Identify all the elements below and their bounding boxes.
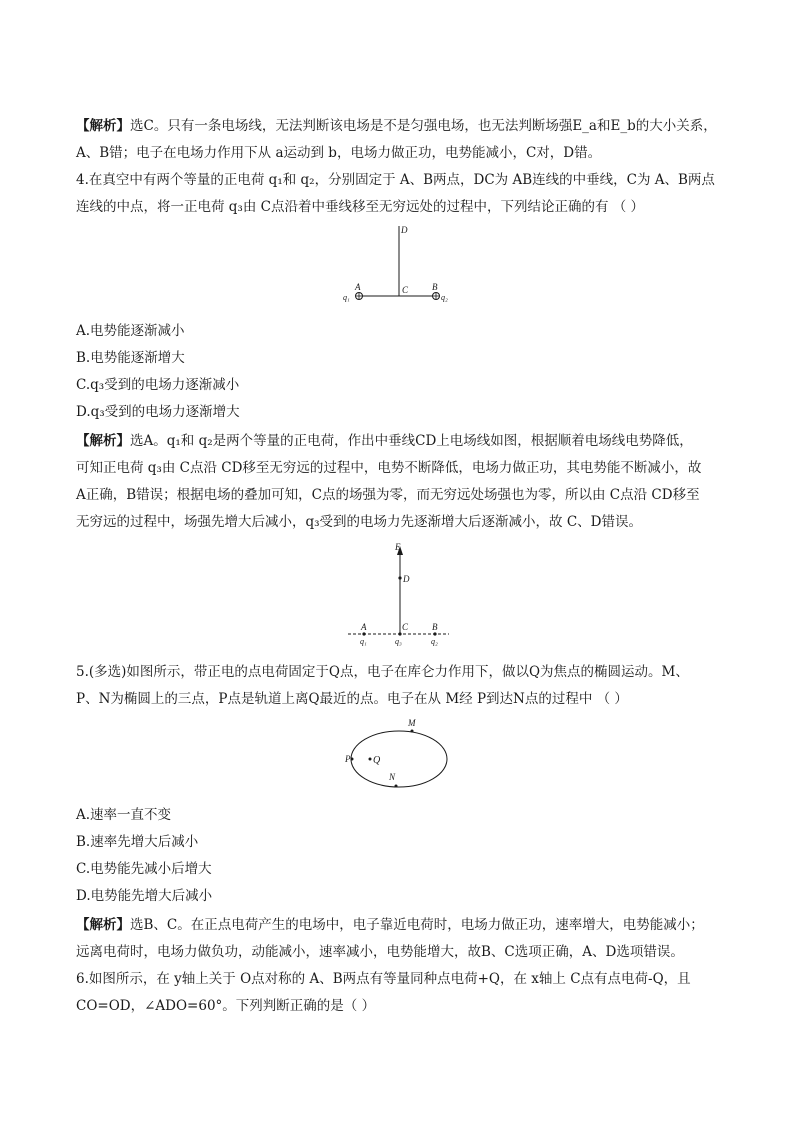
label-n: N (389, 772, 396, 782)
figure-ellipse-orbit (345, 714, 455, 790)
analysis-line-2 (76, 144, 601, 162)
question-6-line-1 (76, 970, 691, 988)
label-a: A (361, 622, 367, 632)
analysis-4-line-1 (76, 432, 693, 450)
line-text: B.电势能逐渐增大 (76, 350, 185, 366)
analysis-tag: 【解析】 (76, 433, 130, 449)
question-4-line-2 (76, 198, 644, 216)
line-text: 5.(多选)如图所示，带正电的点电荷固定于Q点，电子在库仑力作用下，做以Q为焦点的椭圆运动。M、 (76, 664, 689, 680)
label-m: M (408, 718, 416, 728)
question-5-line-2 (76, 690, 628, 708)
line-text: 连线的中点，将一正电荷 q₃由 C点沿着中垂线移至无穷远处的过程中，下列结论正确的有 （ ） (76, 199, 645, 215)
line-text: CO=OD，∠ADO=60°。下列判断正确的是（ ） (76, 998, 376, 1014)
label-b: B (432, 282, 438, 292)
analysis-tag: 【解析】 (76, 118, 130, 134)
line-text: 远离电荷时，电场力做负功，动能减小，速率减小，电势能增大，故B、C选项正确，A、D选项错误。 (76, 944, 684, 960)
label-p: P (345, 754, 351, 764)
line-text: P、N为椭圆上的三点，P点是轨道上离Q最近的点。电子在从 M经 P到达N点的过程中 （ ） (76, 691, 628, 707)
option-5c (76, 860, 212, 878)
line-text: D.q₃受到的电场力逐渐增大 (76, 404, 240, 420)
option-4b (76, 349, 185, 367)
line-text: C.q₃受到的电场力逐渐减小 (76, 377, 240, 393)
figure-field-line-cd (345, 538, 455, 646)
line-text: 无穷远的过程中，场强先增大后减小，q₃受到的电场力先逐渐增大后逐渐减小，故 C、D错误。 (76, 514, 642, 530)
label-c: C (402, 622, 409, 632)
label-q: Q (373, 755, 381, 766)
line-text: A.电势能逐渐减小 (76, 323, 185, 339)
label-d: D (401, 225, 408, 235)
line-text: 可知正电荷 q₃由 C点沿 CD移至无穷远的过程中，电势不断降低，电场力做正功，其电势能不断减小，故 (76, 460, 702, 476)
line-text: 选C。只有一条电场线，无法判断该电场是不是匀强电场，也无法判断场强E_a和E_b的大小关系， (130, 118, 717, 134)
label-b: B (432, 622, 438, 632)
line-text: A正确，B错误；根据电场的叠加可知，C点的场强为零，而无穷远处场强也为零，所以由 C点沿 CD移至 (76, 487, 700, 503)
label-d: D (403, 574, 410, 584)
line-text: A、B错；电子在电场力作用下从 a运动到 b，电场力做正功，电势能减小，C对，D错。 (76, 145, 602, 161)
question-5-line-1 (76, 663, 689, 681)
line-text: C.电势能先减小后增大 (76, 861, 212, 877)
analysis-tag: 【解析】 (76, 917, 130, 933)
option-4a (76, 322, 185, 340)
option-5b (76, 833, 198, 851)
label-q2: q₂ (441, 293, 448, 302)
line-text: 6.如图所示，在 y轴上关于 O点对称的 A、B两点有等量同种点电荷+Q，在 x轴上 C点有点电荷-Q，且 (76, 971, 691, 987)
analysis-4-line-2 (76, 459, 701, 477)
label-q2: q₂ (431, 637, 438, 646)
line-text: D.电势能先增大后减小 (76, 888, 213, 904)
label-q3: q₃ (395, 637, 402, 646)
analysis-5-line-2 (76, 943, 684, 961)
option-4d (76, 403, 240, 421)
label-q1: q₁ (360, 637, 367, 646)
line-text: 选B、C。在正点电荷产生的电场中，电子靠近电荷时，电场力做正功，速率增大，电势能减小； (130, 917, 704, 933)
line-text: B.速率先增大后减小 (76, 834, 199, 850)
line-text: 4.在真空中有两个等量的正电荷 q₁和 q₂，分别固定于 A、B两点，DC为 AB连线的中垂线，C为 A、B两点 (76, 172, 715, 188)
option-4c (76, 376, 239, 394)
label-a: A (355, 282, 361, 292)
label-c: C (402, 285, 409, 295)
option-5d (76, 887, 212, 905)
label-q1: q₁ (343, 293, 350, 302)
analysis-5-line-1 (76, 916, 704, 934)
analysis-4-line-3 (76, 486, 700, 504)
analysis-line-1 (76, 117, 717, 135)
question-6-line-2 (76, 997, 375, 1015)
label-e: E (395, 542, 401, 552)
figure-charges-ab (340, 222, 460, 304)
analysis-4-line-4 (76, 513, 642, 531)
option-5a (76, 806, 171, 824)
line-text: A.速率一直不变 (76, 807, 172, 823)
question-4-line-1 (76, 171, 715, 189)
line-text: 选A。q₁和 q₂是两个等量的正电荷，作出中垂线CD上电场线如图，根据顺着电场线电势降低， (130, 433, 693, 449)
